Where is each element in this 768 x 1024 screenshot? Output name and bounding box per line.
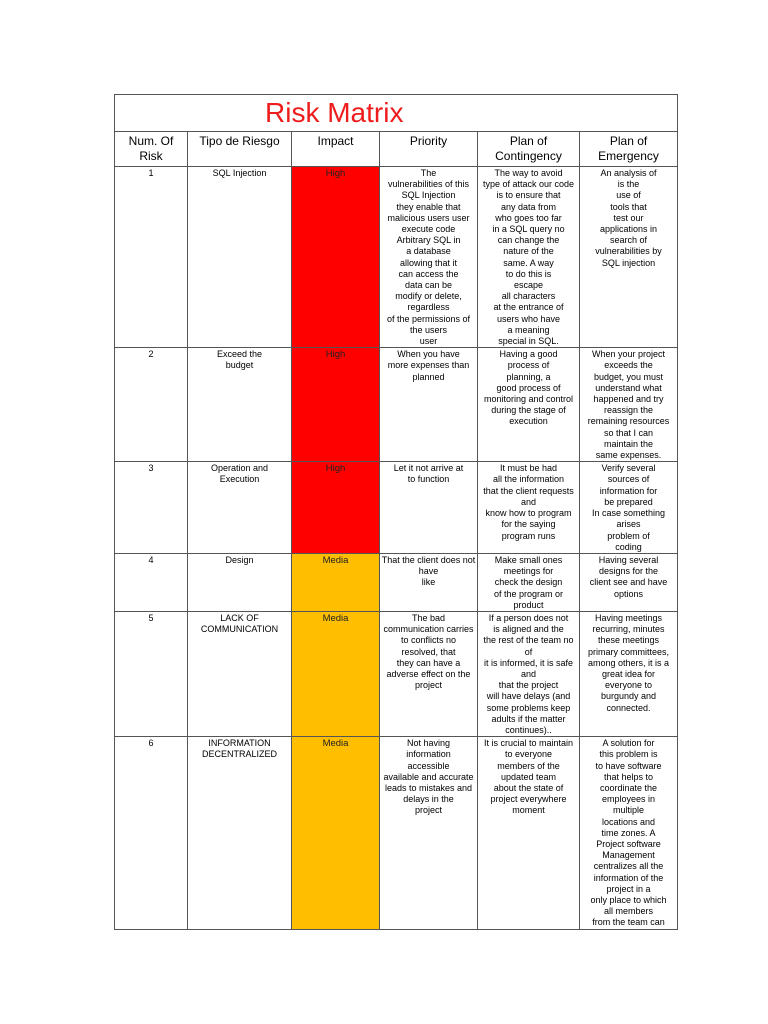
risk-matrix-sheet [114, 94, 677, 930]
contingency-text: Having a good process of planning, a good process of monitoring and control during the stage of execution [483, 349, 574, 427]
risk-type-text: Design [225, 554, 254, 565]
risk-number-text: 3 [148, 463, 154, 474]
contingency-text: If a person does not is aligned and the the rest of the team no of it is informed, it is safe and that the project will have delays (and some problems keep adults if the matter continues).. [483, 612, 574, 735]
risk-number-text: 5 [148, 612, 154, 623]
header-tipo-de-riesgo [188, 132, 292, 167]
risk-number-text: 4 [148, 554, 154, 565]
risk-type [188, 737, 292, 929]
table-row [115, 462, 678, 554]
page-title: Risk Matrix [265, 97, 404, 128]
header-label: Plan of Emergency [598, 134, 659, 163]
emergency-cell [580, 737, 678, 929]
priority-cell [380, 737, 478, 929]
header-priority [380, 132, 478, 167]
risk-number [115, 348, 188, 462]
emergency-cell [580, 462, 678, 554]
risk-type-text: Operation and Execution [210, 463, 269, 485]
risk-type [188, 348, 292, 462]
risk-number [115, 611, 188, 736]
impact-text: High [325, 463, 346, 475]
priority-cell [380, 167, 478, 348]
priority-text: Let it not arrive at to function [393, 463, 464, 485]
header-label: Impact [317, 134, 354, 148]
risk-type [188, 167, 292, 348]
title-row [115, 95, 678, 132]
header-row [115, 132, 678, 167]
impact-text: Media [322, 554, 349, 566]
risk-number [115, 553, 188, 611]
contingency-cell [478, 553, 580, 611]
risk-number [115, 737, 188, 929]
risk-matrix-table [114, 94, 678, 930]
contingency-cell [478, 348, 580, 462]
impact-cell [292, 348, 380, 462]
risk-number-text: 1 [148, 168, 154, 178]
impact-cell [292, 553, 380, 611]
risk-type-text: LACK OF COMMUNICATION [200, 612, 279, 635]
contingency-text: Make small ones meetings for check the design of the program or product [493, 554, 564, 610]
contingency-cell [478, 167, 580, 348]
risk-type [188, 611, 292, 736]
emergency-text: Having meetings recurring, minutes these meetings primary committees, among others, it is a great idea for everyone to burgundy and connected. [588, 612, 670, 713]
priority-cell [380, 553, 478, 611]
risk-type [188, 553, 292, 611]
contingency-cell [478, 462, 580, 554]
impact-text: Media [322, 738, 349, 750]
emergency-cell [580, 611, 678, 736]
header-label: Priority [409, 134, 448, 148]
table-row [115, 553, 678, 611]
emergency-text: Verify several sources of information for be prepared In case something arises problem of coding [592, 463, 666, 552]
header-impact [292, 132, 380, 167]
risk-type-text: INFORMATION DECENTRALIZED [201, 738, 277, 760]
risk-type [188, 462, 292, 554]
emergency-text: Having several designs for the client see and have options [589, 554, 668, 599]
header-label: Num. Of Risk [128, 134, 174, 163]
emergency-text: When your project exceeds the budget, you must understand what happened and try reassign the remaining resources so that I can maintain the same expenses. [587, 349, 670, 461]
table-row [115, 348, 678, 462]
impact-cell [292, 611, 380, 736]
priority-cell [380, 348, 478, 462]
header-plan-of-contingency [478, 132, 580, 167]
priority-text: The bad communication carries to conflicts no resolved, that they can have a adverse effect on the project [383, 612, 474, 691]
priority-cell [380, 611, 478, 736]
priority-text: That the client does not have like [381, 554, 476, 588]
impact-cell [292, 737, 380, 929]
emergency-cell [580, 348, 678, 462]
contingency-text: It must be had all the information that the client requests and know how to program for the saying program runs [483, 463, 574, 541]
impact-cell [292, 167, 380, 348]
risk-number [115, 167, 188, 348]
header-num-of-risk [115, 132, 188, 167]
risk-type-text: SQL Injection [212, 168, 267, 178]
contingency-text: It is crucial to maintain to everyone members of the updated team about the state of project everywhere moment [483, 738, 574, 816]
risk-number-text: 2 [148, 349, 154, 360]
impact-cell [292, 462, 380, 554]
impact-text: High [325, 349, 346, 361]
table-row [115, 611, 678, 736]
priority-text: When you have more expenses than planned [387, 349, 470, 382]
header-plan-of-emergency [580, 132, 678, 167]
table-row [115, 167, 678, 348]
emergency-text: An analysis of is the use of tools that test our applications in search of vulnerabilities by SQL injection [595, 168, 662, 268]
emergency-text: A solution for this problem is to have software that helps to coordinate the employees in multiple locations and time zones. A Project software Management centralizes all the information of the project in a only place to which all members from the team can [590, 738, 667, 928]
header-label: Tipo de Riesgo [199, 134, 280, 148]
risk-type-text: Exceed the budget [216, 349, 263, 371]
table-row [115, 737, 678, 929]
risk-number [115, 462, 188, 554]
impact-text: Media [322, 612, 349, 624]
emergency-cell [580, 167, 678, 348]
priority-text: The vulnerabilities of this SQL Injection they enable that malicious users user execute code Arbitrary SQL in a database allowing that it can access the data can be modify or delete, regardless of the permissions of the users user [386, 168, 471, 347]
impact-text: High [325, 168, 346, 179]
contingency-cell [478, 737, 580, 929]
emergency-cell [580, 553, 678, 611]
priority-cell [380, 462, 478, 554]
risk-number-text: 6 [148, 738, 154, 749]
contingency-cell [478, 611, 580, 736]
header-label: Plan of Contingency [495, 134, 562, 163]
priority-text: Not having information accessible available and accurate leads to mistakes and delays in the project [383, 738, 474, 816]
contingency-text: The way to avoid type of attack our code is to ensure that any data from who goes too far in a SQL query no can change the nature of the same. A way to do this is escape all characters at the entrance of users who have a meaning special in SQL. [482, 168, 575, 347]
